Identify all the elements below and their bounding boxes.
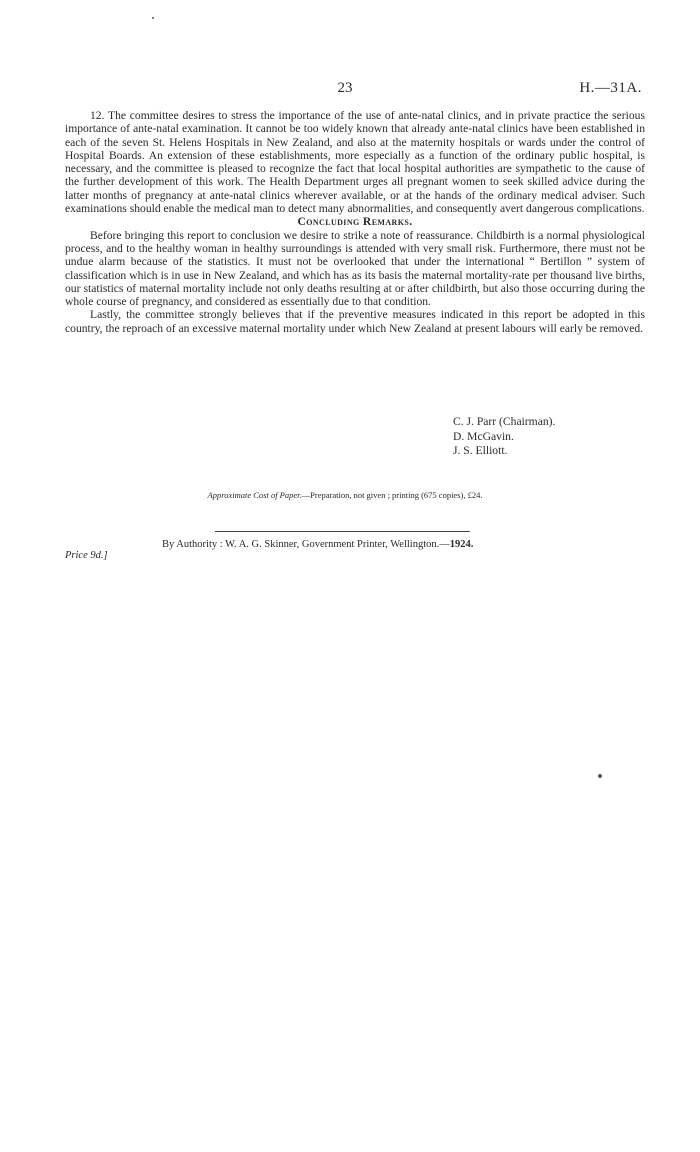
signature-member: D. McGavin. [453, 429, 514, 443]
authority-year: 1924. [449, 539, 474, 550]
price-note: Price 9d.] [65, 550, 108, 561]
authority-text: By Authority : W. A. G. Skinner, Government Printer, Wellington.— [162, 539, 450, 550]
report-body [65, 109, 645, 335]
authority-line [162, 539, 473, 550]
cost-label: Approximate Cost of Paper. [207, 490, 302, 500]
document-reference: H.—31A. [579, 80, 642, 96]
footer-rule [215, 531, 470, 532]
paragraph-12: 12. The committee desires to stress the importance of the use of ante-natal clinics, and in private practice the serious importance of ante-natal examination. It cannot be too widely known that already ante-natal clinics have been established in each of the seven St. Helens Hospitals in New Zealand, and also at the maternity hospitals or wards under the control of Hospital Boards. An extension of these establishments, more especially as a function of the ordinary public hospital, is necessary, and the committee is pleased to recognize the fact that local hospital authorities are sympathetic to the cause of the further development of this work. The Health Department urges all pregnant women to seek skilled advice during the latter months of pregnancy at ante-natal clinics wherever available, or at the hands of the ordinary medical adviser. Such examinations should enable the medical man to detect many abnormalities, and consequently avert dangerous complications. [65, 109, 645, 216]
scan-speck [598, 774, 602, 778]
section-heading: Concluding Remarks. [297, 215, 413, 229]
cost-note [0, 490, 690, 500]
page-number: 23 [337, 80, 353, 96]
cost-text: —Preparation, not given ; printing (675 copies), £24. [301, 490, 483, 500]
signature-chairman: C. J. Parr (Chairman). [453, 415, 556, 428]
paragraph-concluding-1: Before bringing this report to conclusion we desire to strike a note of reassurance. Childbirth is a normal physiological process, and to the healthy woman in healthy surroundings is attended with very small risk. Furthermore, there must not be undue alarm because of the statistics. It must not be overlooked that under the international “ Bertillon ” system of classification which is in use in New Zealand, and which has as its basis the maternal mortality-rate per thousand live births, our statistics of maternal mortality include not only deaths resulting at or after childbirth, but also those occurring during the whole course of pregnancy, and considered as essentially due to that condition. [65, 228, 645, 309]
signature-member: J. S. Elliott. [453, 444, 508, 457]
signature-block [453, 415, 555, 459]
scan-speck [152, 17, 154, 19]
paragraph-concluding-2: Lastly, the committee strongly believes that if the preventive measures indicated in this report be adopted in this country, the reproach of an excessive maternal mortality under which New Zealand at present labours will early be removed. [65, 308, 645, 335]
